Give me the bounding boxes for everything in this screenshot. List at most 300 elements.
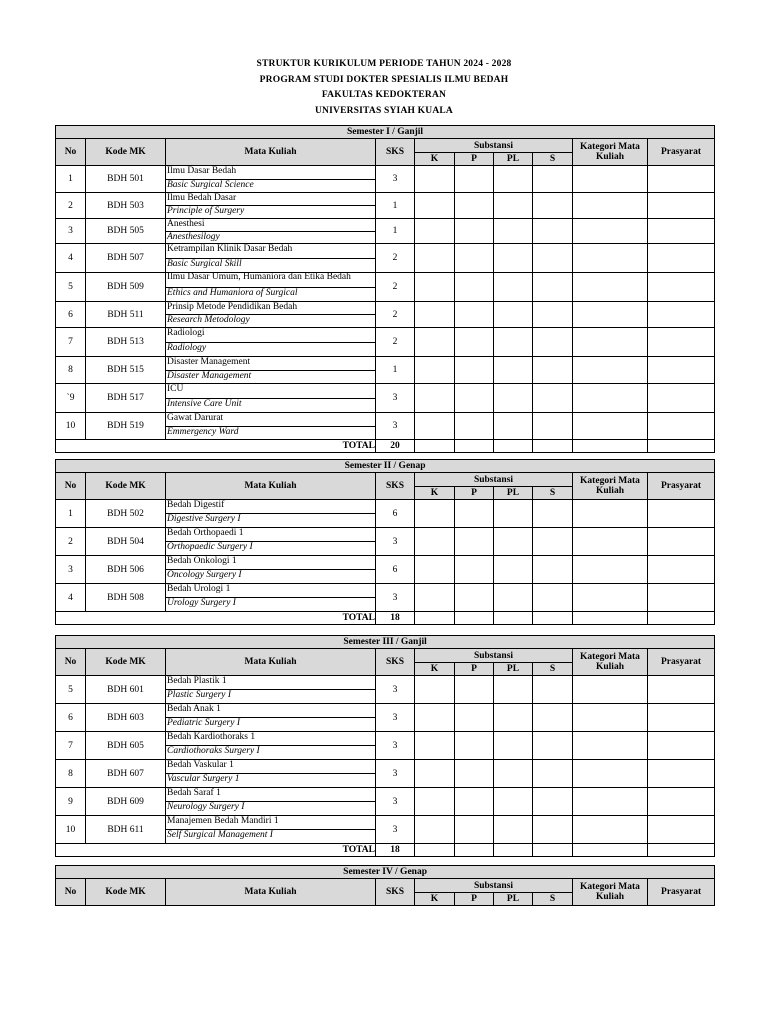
course-name-id: Bedah Anak 1	[166, 704, 375, 718]
title-line-4: UNIVERSITAS SYIAH KUALA	[315, 105, 453, 116]
empty-cell	[455, 556, 494, 584]
course-name-cell	[166, 704, 376, 732]
course-code: BDH 605	[86, 732, 166, 760]
header-p: P	[455, 893, 494, 906]
course-row	[56, 244, 715, 273]
empty-cell	[573, 328, 648, 357]
empty-cell	[455, 612, 494, 625]
course-name-cell	[166, 244, 376, 273]
empty-cell	[415, 328, 455, 357]
empty-cell	[573, 244, 648, 273]
empty-cell	[494, 612, 533, 625]
empty-cell	[648, 357, 715, 384]
course-no: 4	[56, 244, 86, 273]
course-name-cell	[166, 273, 376, 302]
document-header	[0, 57, 768, 119]
header-prasyarat: Prasyarat	[648, 879, 715, 906]
empty-cell	[533, 788, 573, 816]
course-no: 2	[56, 528, 86, 556]
total-label: TOTAL	[56, 612, 376, 625]
empty-cell	[648, 384, 715, 413]
course-name-id: Gawat Darurat	[166, 413, 375, 427]
header-s: S	[533, 153, 573, 166]
header-pl: PL	[494, 487, 533, 500]
course-name-id: Ketrampilan Klinik Dasar Bedah	[166, 244, 375, 259]
empty-cell	[648, 788, 715, 816]
empty-cell	[573, 357, 648, 384]
course-code: BDH 511	[86, 302, 166, 328]
course-no: `9	[56, 384, 86, 413]
course-row	[56, 273, 715, 302]
empty-cell	[494, 440, 533, 453]
header-mata-kuliah: Mata Kuliah	[166, 473, 376, 500]
course-name-cell	[166, 357, 376, 384]
semester-title: Semester IV / Genap	[56, 866, 715, 879]
empty-cell	[494, 302, 533, 328]
header-kode-mk: Kode MK	[86, 139, 166, 166]
empty-cell	[455, 584, 494, 612]
course-row	[56, 357, 715, 384]
semester-title: Semester I / Ganjil	[56, 126, 715, 139]
course-name-id: Bedah Kardiothoraks 1	[166, 732, 375, 746]
header-mata-kuliah: Mata Kuliah	[166, 649, 376, 676]
course-no: 6	[56, 704, 86, 732]
header-substansi: Substansi	[415, 879, 573, 893]
course-sks: 3	[376, 584, 415, 612]
course-code: BDH 603	[86, 704, 166, 732]
empty-cell	[494, 732, 533, 760]
empty-cell	[648, 413, 715, 440]
header-prasyarat: Prasyarat	[648, 473, 715, 500]
course-name-en: Basic Surgical Skill	[167, 258, 242, 269]
course-name-id: Bedah Onkologi 1	[166, 556, 375, 570]
empty-cell	[573, 760, 648, 788]
course-name-en: Oncology Surgery I	[167, 570, 242, 580]
course-sks: 1	[376, 357, 415, 384]
empty-cell	[533, 556, 573, 584]
empty-cell	[648, 556, 715, 584]
total-row	[56, 844, 715, 857]
empty-cell	[533, 302, 573, 328]
course-name-cell	[166, 584, 376, 612]
course-name-id: Prinsip Metode Pendidikan Bedah	[166, 302, 375, 315]
empty-cell	[415, 193, 455, 219]
empty-cell	[573, 816, 648, 844]
empty-cell	[648, 166, 715, 193]
empty-cell	[455, 302, 494, 328]
course-sks: 3	[376, 704, 415, 732]
course-sks: 3	[376, 816, 415, 844]
empty-cell	[415, 704, 455, 732]
empty-cell	[573, 500, 648, 528]
header-kategori: Kategori Mata Kuliah	[573, 649, 648, 676]
empty-cell	[494, 704, 533, 732]
header-k: K	[415, 153, 455, 166]
course-sks: 2	[376, 328, 415, 357]
course-name-cell	[166, 166, 376, 193]
empty-cell	[573, 556, 648, 584]
course-code: BDH 506	[86, 556, 166, 584]
empty-cell	[648, 440, 715, 453]
course-code: BDH 609	[86, 788, 166, 816]
course-name-en: Radiology	[167, 342, 207, 353]
header-kategori: Kategori Mata Kuliah	[573, 473, 648, 500]
course-name-id: Bedah Saraf 1	[166, 788, 375, 802]
course-name-cell	[166, 556, 376, 584]
course-name-en: Principle of Surgery	[167, 206, 245, 216]
course-no: 8	[56, 760, 86, 788]
empty-cell	[455, 166, 494, 193]
course-name-id: Anesthesi	[166, 219, 375, 232]
course-name-cell	[166, 816, 376, 844]
empty-cell	[455, 760, 494, 788]
empty-cell	[648, 244, 715, 273]
course-row	[56, 584, 715, 612]
header-prasyarat: Prasyarat	[648, 649, 715, 676]
empty-cell	[494, 584, 533, 612]
empty-cell	[533, 440, 573, 453]
header-kategori: Kategori Mata Kuliah	[573, 879, 648, 906]
course-name-en: Vascular Surgery 1	[167, 774, 240, 784]
course-sks: 3	[376, 384, 415, 413]
course-no: 5	[56, 273, 86, 302]
empty-cell	[415, 500, 455, 528]
empty-cell	[648, 500, 715, 528]
empty-cell	[455, 193, 494, 219]
empty-cell	[455, 500, 494, 528]
course-row	[56, 676, 715, 704]
course-name-cell	[166, 528, 376, 556]
header-kategori: Kategori Mata Kuliah	[573, 139, 648, 166]
total-label: TOTAL	[56, 440, 376, 453]
course-row	[56, 816, 715, 844]
empty-cell	[415, 844, 455, 857]
empty-cell	[648, 844, 715, 857]
empty-cell	[494, 357, 533, 384]
semester-table	[55, 635, 715, 857]
empty-cell	[494, 556, 533, 584]
empty-cell	[415, 384, 455, 413]
header-p: P	[455, 153, 494, 166]
empty-cell	[533, 704, 573, 732]
course-code: BDH 509	[86, 273, 166, 302]
empty-cell	[455, 273, 494, 302]
header-pl: PL	[494, 663, 533, 676]
course-row	[56, 384, 715, 413]
course-code: BDH 508	[86, 584, 166, 612]
empty-cell	[494, 273, 533, 302]
course-name-cell	[166, 760, 376, 788]
empty-cell	[415, 302, 455, 328]
semester-title: Semester III / Ganjil	[56, 636, 715, 649]
empty-cell	[573, 528, 648, 556]
header-substansi: Substansi	[415, 473, 573, 487]
course-row	[56, 528, 715, 556]
semester-table	[55, 459, 715, 625]
course-name-id: Bedah Urologi 1	[166, 584, 375, 598]
course-name-en: Urology Surgery I	[167, 598, 236, 608]
header-mata-kuliah: Mata Kuliah	[166, 139, 376, 166]
empty-cell	[533, 357, 573, 384]
total-sks: 18	[376, 844, 415, 857]
header-p: P	[455, 487, 494, 500]
empty-cell	[494, 384, 533, 413]
empty-cell	[533, 166, 573, 193]
course-name-en: Research Metodology	[167, 315, 250, 325]
empty-cell	[648, 328, 715, 357]
course-name-cell	[166, 413, 376, 440]
empty-cell	[648, 816, 715, 844]
course-name-en: Cardiothoraks Surgery I	[167, 746, 260, 756]
empty-cell	[533, 193, 573, 219]
course-name-id: Radiologi	[166, 328, 375, 343]
header-pl: PL	[494, 153, 533, 166]
total-row	[56, 440, 715, 453]
course-row	[56, 556, 715, 584]
course-name-cell	[166, 732, 376, 760]
empty-cell	[455, 357, 494, 384]
title-line-1: STRUKTUR KURIKULUM PERIODE TAHUN 2024 - 2028	[256, 59, 512, 69]
course-row	[56, 500, 715, 528]
course-name-id: Ilmu Dasar Umum, Humaniora dan Etika Bedah	[166, 273, 375, 288]
course-name-en: Pediatric Surgery I	[167, 718, 240, 728]
header-no: No	[56, 879, 86, 906]
course-name-id: ICU	[166, 384, 375, 399]
empty-cell	[533, 528, 573, 556]
course-row	[56, 788, 715, 816]
course-name-en: Neurology Surgery I	[167, 802, 245, 812]
course-no: 3	[56, 219, 86, 244]
empty-cell	[573, 788, 648, 816]
empty-cell	[455, 704, 494, 732]
empty-cell	[455, 788, 494, 816]
course-sks: 2	[376, 273, 415, 302]
empty-cell	[533, 584, 573, 612]
empty-cell	[648, 219, 715, 244]
empty-cell	[648, 273, 715, 302]
empty-cell	[533, 816, 573, 844]
header-kode-mk: Kode MK	[86, 473, 166, 500]
empty-cell	[494, 788, 533, 816]
header-k: K	[415, 893, 455, 906]
empty-cell	[494, 528, 533, 556]
header-k: K	[415, 663, 455, 676]
empty-cell	[494, 816, 533, 844]
empty-cell	[455, 732, 494, 760]
empty-cell	[573, 612, 648, 625]
empty-cell	[573, 844, 648, 857]
course-code: BDH 503	[86, 193, 166, 219]
empty-cell	[533, 413, 573, 440]
course-name-id: Bedah Vaskular 1	[166, 760, 375, 774]
empty-cell	[648, 612, 715, 625]
course-no: 4	[56, 584, 86, 612]
empty-cell	[573, 413, 648, 440]
course-row	[56, 704, 715, 732]
course-code: BDH 519	[86, 413, 166, 440]
course-name-id: Ilmu Bedah Dasar	[166, 193, 375, 206]
semester-table	[55, 125, 715, 453]
course-name-id: Bedah Plastik 1	[166, 676, 375, 690]
empty-cell	[533, 732, 573, 760]
course-code: BDH 507	[86, 244, 166, 273]
course-no: 1	[56, 500, 86, 528]
empty-cell	[648, 584, 715, 612]
course-name-en: Orthopaedic Surgery I	[167, 542, 253, 552]
title-line-2: PROGRAM STUDI DOKTER SPESIALIS ILMU BEDAH	[259, 74, 509, 85]
empty-cell	[494, 244, 533, 273]
header-kode-mk: Kode MK	[86, 649, 166, 676]
course-sks: 6	[376, 556, 415, 584]
course-no: 9	[56, 788, 86, 816]
course-no: 5	[56, 676, 86, 704]
empty-cell	[415, 166, 455, 193]
header-s: S	[533, 893, 573, 906]
course-sks: 3	[376, 413, 415, 440]
course-code: BDH 607	[86, 760, 166, 788]
course-name-id: Manajemen Bedah Mandiri 1	[166, 816, 375, 830]
empty-cell	[573, 193, 648, 219]
course-sks: 3	[376, 732, 415, 760]
empty-cell	[455, 328, 494, 357]
course-name-cell	[166, 302, 376, 328]
course-row	[56, 219, 715, 244]
course-name-cell	[166, 788, 376, 816]
course-row	[56, 328, 715, 357]
empty-cell	[533, 384, 573, 413]
empty-cell	[533, 219, 573, 244]
header-mata-kuliah: Mata Kuliah	[166, 879, 376, 906]
header-substansi: Substansi	[415, 139, 573, 153]
course-row	[56, 413, 715, 440]
header-no: No	[56, 473, 86, 500]
empty-cell	[415, 440, 455, 453]
course-name-cell	[166, 219, 376, 244]
total-sks: 18	[376, 612, 415, 625]
course-sks: 3	[376, 676, 415, 704]
header-no: No	[56, 139, 86, 166]
empty-cell	[533, 760, 573, 788]
course-name-id: Bedah Digestif	[166, 500, 375, 514]
empty-cell	[415, 219, 455, 244]
course-sks: 3	[376, 760, 415, 788]
empty-cell	[648, 704, 715, 732]
course-no: 1	[56, 166, 86, 193]
course-name-cell	[166, 384, 376, 413]
course-sks: 1	[376, 193, 415, 219]
course-row	[56, 166, 715, 193]
course-code: BDH 504	[86, 528, 166, 556]
header-substansi: Substansi	[415, 649, 573, 663]
empty-cell	[573, 440, 648, 453]
course-sks: 2	[376, 302, 415, 328]
empty-cell	[533, 612, 573, 625]
empty-cell	[494, 413, 533, 440]
empty-cell	[573, 219, 648, 244]
course-name-id: Ilmu Dasar Bedah	[166, 166, 375, 180]
empty-cell	[573, 384, 648, 413]
course-sks: 1	[376, 219, 415, 244]
header-sks: SKS	[376, 879, 415, 906]
course-no: 3	[56, 556, 86, 584]
empty-cell	[455, 816, 494, 844]
course-sks: 6	[376, 500, 415, 528]
course-code: BDH 515	[86, 357, 166, 384]
total-row	[56, 612, 715, 625]
empty-cell	[648, 528, 715, 556]
empty-cell	[455, 384, 494, 413]
course-name-en: Emmergency Ward	[167, 426, 239, 437]
course-sks: 2	[376, 244, 415, 273]
course-no: 6	[56, 302, 86, 328]
empty-cell	[415, 732, 455, 760]
empty-cell	[415, 244, 455, 273]
empty-cell	[573, 732, 648, 760]
empty-cell	[415, 528, 455, 556]
course-name-cell	[166, 676, 376, 704]
empty-cell	[648, 302, 715, 328]
course-sks: 3	[376, 788, 415, 816]
course-no: 10	[56, 816, 86, 844]
empty-cell	[455, 413, 494, 440]
course-sks: 3	[376, 166, 415, 193]
empty-cell	[573, 166, 648, 193]
course-no: 8	[56, 357, 86, 384]
course-row	[56, 193, 715, 219]
empty-cell	[415, 676, 455, 704]
empty-cell	[415, 612, 455, 625]
header-sks: SKS	[376, 473, 415, 500]
empty-cell	[494, 760, 533, 788]
empty-cell	[533, 244, 573, 273]
empty-cell	[533, 676, 573, 704]
course-name-id: Bedah Orthopaedi 1	[166, 528, 375, 542]
course-code: BDH 513	[86, 328, 166, 357]
empty-cell	[415, 413, 455, 440]
course-code: BDH 502	[86, 500, 166, 528]
empty-cell	[455, 676, 494, 704]
empty-cell	[573, 273, 648, 302]
course-name-cell	[166, 500, 376, 528]
semester-title: Semester II / Genap	[56, 460, 715, 473]
course-code: BDH 501	[86, 166, 166, 193]
header-kode-mk: Kode MK	[86, 879, 166, 906]
header-pl: PL	[494, 893, 533, 906]
empty-cell	[415, 556, 455, 584]
course-name-en: Ethics and Humaniora of Surgical	[167, 287, 298, 298]
course-no: 7	[56, 328, 86, 357]
empty-cell	[455, 844, 494, 857]
empty-cell	[455, 528, 494, 556]
course-name-en: Self Surgical Management I	[167, 830, 273, 840]
empty-cell	[648, 732, 715, 760]
header-prasyarat: Prasyarat	[648, 139, 715, 166]
header-sks: SKS	[376, 649, 415, 676]
empty-cell	[415, 584, 455, 612]
course-code: BDH 505	[86, 219, 166, 244]
empty-cell	[415, 788, 455, 816]
empty-cell	[494, 844, 533, 857]
empty-cell	[573, 302, 648, 328]
course-code: BDH 517	[86, 384, 166, 413]
course-name-en: Anesthesilogy	[167, 231, 220, 242]
course-name-cell	[166, 193, 376, 219]
course-no: 2	[56, 193, 86, 219]
empty-cell	[415, 357, 455, 384]
course-name-id: Disaster Management	[166, 357, 375, 371]
course-code: BDH 611	[86, 816, 166, 844]
empty-cell	[573, 584, 648, 612]
